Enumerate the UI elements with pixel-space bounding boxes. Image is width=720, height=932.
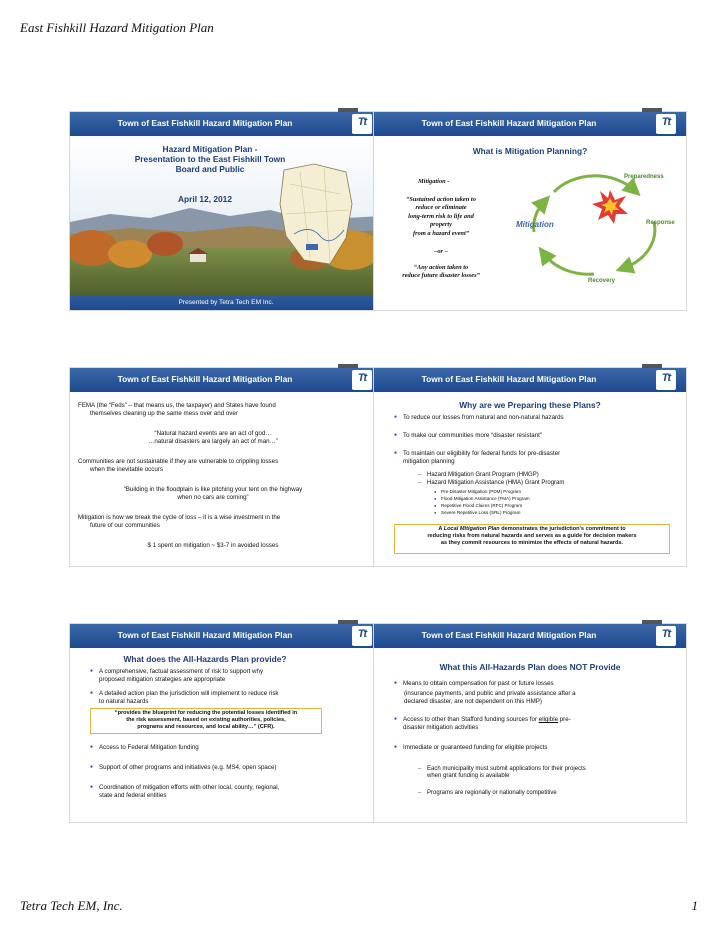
banner-title: Town of East Fishkill Hazard Mitigation Plan (117, 374, 293, 384)
slide-5-heading: What does the All-Hazards Plan provide? (123, 654, 287, 664)
presented-by: Presented by Tetra Tech EM Inc. (178, 299, 274, 306)
slide-banner (374, 368, 686, 392)
definition-quote-1: “Sustained action taken to reduce or eliminate long-term risk to life and property from a hazard event” (406, 196, 476, 237)
sub-sub-list-item: ● Severe Repetitive Loss (SRL) Program (434, 510, 671, 516)
burst-icon (592, 190, 628, 224)
list-item: ● To reduce our losses from natural and non-natural hazards (394, 414, 683, 422)
page-header: East Fishkill Hazard Mitigation Plan (20, 20, 214, 35)
slide-banner (70, 112, 382, 136)
banner-title: Town of East Fishkill Hazard Mitigation Plan (421, 630, 597, 640)
slide-4-heading: Why are we Preparing these Plans? (459, 400, 601, 410)
cycle-mitigation: Mitigation (516, 220, 554, 229)
list-item: ● Support of other programs and initiatives (e.g. MS4, open space) (90, 764, 379, 772)
definition-quote-2: “Any action taken to reduce future disaster losses” (402, 264, 480, 280)
list-item: ● To make our communities more “disaster resistant” (394, 432, 683, 440)
slide-1-body (70, 136, 382, 310)
slide-3-quote-1: “Natural hazard events are an act of god… …natural disasters are largely an act of man…” (148, 430, 278, 445)
cycle-recovery: Recovery (588, 278, 616, 284)
cycle-preparedness: Preparedness (624, 174, 664, 180)
sub-sub-list-item: ● Pre-Disaster Mitigation (PDM) Program (434, 489, 671, 495)
slide-6 (374, 624, 686, 822)
slide-banner (374, 112, 686, 136)
slide-6-heading: What this All-Hazards Plan does NOT Provide (439, 662, 621, 672)
list-item: ● Access to Federal Mitigation funding (90, 744, 379, 752)
slide-banner (70, 624, 382, 648)
slide-3-paragraph-4: $ 1 spent on mitigation ~ $3-7 in avoided losses (147, 542, 279, 549)
tetra-tech-logo: Tt (352, 626, 372, 646)
slide-4-body (374, 392, 686, 566)
slide-banner (374, 624, 686, 648)
tetra-tech-logo: Tt (656, 114, 676, 134)
tetra-tech-logo: Tt (656, 370, 676, 390)
slide-1-title: Hazard Mitigation Plan - Presentation to the East Fishkill Town Board and Public (134, 144, 286, 174)
page-number: 1 (691, 898, 698, 913)
mitigation-label: Mitigation - (418, 178, 450, 185)
slide-3 (70, 368, 382, 566)
slide-3-paragraph-1: FEMA (the “Feds” – that means us, the taxpayer) and States have found themselves cleaning up the same mess over and over (78, 402, 276, 417)
slide-1-footer-bar (70, 296, 382, 310)
slide-3-quote-2: “Building in the floodplain is like pitching your tent on the highway when no cars are coming” (123, 486, 303, 501)
sub-list-item: – Programs are regionally or nationally competitive (418, 790, 683, 797)
sub-sub-list-item: ● Repetitive Flood Claims (RFC) Program (434, 503, 671, 509)
tetra-tech-logo: Tt (352, 114, 372, 134)
tetra-tech-logo: Tt (352, 370, 372, 390)
list-item: ● Immediate or guaranteed funding for eligible projects (394, 744, 683, 752)
page-footer-company: Tetra Tech EM, Inc. (20, 898, 123, 913)
slide-1 (70, 112, 382, 310)
slide-banner (70, 368, 382, 392)
banner-title: Town of East Fishkill Hazard Mitigation Plan (421, 118, 597, 128)
local-plan-callout: A Local Mitigation Plan demonstrates the jurisdiction’s commitment to reducing risks from natural hazards and serves as a guide for decision makers as they commit resources to minimize the effects of natural hazards. (394, 524, 670, 554)
slide-5 (70, 624, 382, 822)
tetra-tech-logo: Tt (656, 626, 676, 646)
list-item: ● A detailed action plan the jurisdiction will implement to reduce risk to natural hazards (90, 690, 379, 705)
or-separator: –or – (434, 248, 448, 255)
slide-6-body (374, 648, 686, 822)
banner-title: Town of East Fishkill Hazard Mitigation Plan (421, 374, 597, 384)
slide-1-date: April 12, 2012 (177, 194, 232, 204)
sub-list-item: – Each municipality must submit applications for their projects when grant funding is available (418, 766, 683, 780)
banner-title: Town of East Fishkill Hazard Mitigation Plan (117, 630, 293, 640)
slide-3-body (70, 392, 382, 566)
cycle-response: Response (646, 220, 675, 226)
slide-3-paragraph-2: Communities are not sustainable if they are vulnerable to crippling losses when the inevitable occurs (78, 458, 279, 473)
slide-4 (374, 368, 686, 566)
slide-2-heading: What is Mitigation Planning? (472, 146, 588, 156)
slide-3-paragraph-3: Mitigation is how we break the cycle of loss – it is a wise investment in the future of our communities (78, 514, 281, 529)
list-item: ● Coordination of mitigation efforts with other local, county, regional, state and federal entities (90, 784, 379, 799)
list-item-note: (insurance payments, and public and private assistance after a declared disaster, are not dependent on this HMP) (404, 690, 576, 705)
cfr-callout: “provides the blueprint for reducing the potential losses identified in the risk assessment, based on existing authorities, policies, programs and resources, and local ability…” (CFR). (90, 708, 322, 734)
list-item: ● To maintain our eligibility for federal funds for pre-disaster mitigation planning (394, 450, 683, 465)
slide-2 (374, 112, 686, 310)
sub-list-item: – Hazard Mitigation Assistance (HMA) Grant Program (418, 480, 677, 487)
slide-5-body (70, 648, 382, 822)
list-item: ● Means to obtain compensation for past or future losses (394, 680, 683, 688)
banner-title: Town of East Fishkill Hazard Mitigation Plan (117, 118, 293, 128)
slide-2-body (374, 136, 686, 310)
list-item: ● A comprehensive, factual assessment of risk to support why proposed mitigation strategies are appropriate (90, 668, 379, 683)
sub-sub-list-item: ● Flood Mitigation Assistance (FMA) Program (434, 496, 671, 502)
list-item: ● Access to other than Stafford funding sources for eligible pre- disaster mitigation activities (394, 716, 687, 731)
sub-list-item: – Hazard Mitigation Grant Program (HMGP) (418, 472, 677, 479)
